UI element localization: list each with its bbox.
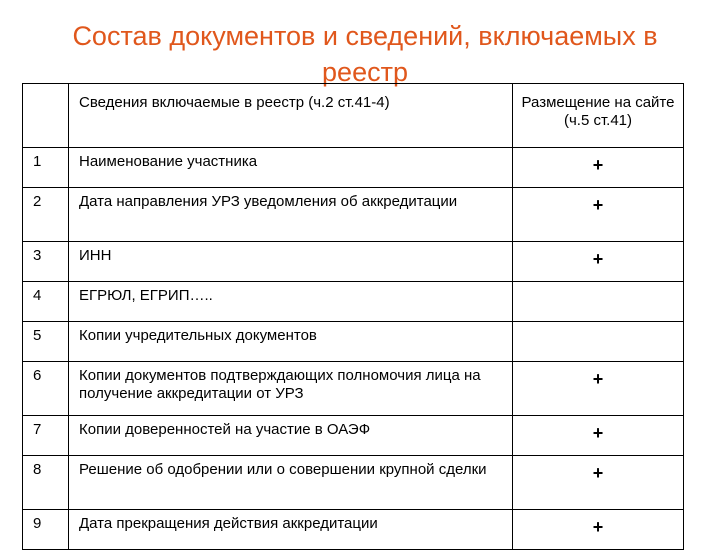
table-row bbox=[23, 322, 684, 362]
table-row bbox=[23, 148, 684, 188]
page-title: Состав документов и сведений, включаемых в реестр bbox=[72, 21, 658, 87]
row-info: Решение об одобрении или о совершении крупной сделки bbox=[69, 456, 513, 510]
row-info: Наименование участника bbox=[69, 148, 513, 188]
row-site-mark: + bbox=[513, 242, 684, 282]
row-site-mark: + bbox=[513, 510, 684, 550]
table-row bbox=[23, 282, 684, 322]
row-info: Копии документов подтверждающих полномочия лица на получение аккредитации от УРЗ bbox=[69, 362, 513, 416]
row-info: Дата направления УРЗ уведомления об аккредитации bbox=[69, 188, 513, 242]
row-info: ЕГРЮЛ, ЕГРИП….. bbox=[69, 282, 513, 322]
row-number: 9 bbox=[23, 510, 69, 550]
row-info: Копии доверенностей на участие в ОАЭФ bbox=[69, 416, 513, 456]
table-row bbox=[23, 242, 684, 282]
row-site-mark: + bbox=[513, 188, 684, 242]
row-number: 7 bbox=[23, 416, 69, 456]
table-row bbox=[23, 456, 684, 510]
row-info: ИНН bbox=[69, 242, 513, 282]
table-header-row bbox=[23, 84, 684, 148]
row-site-mark: + bbox=[513, 148, 684, 188]
table-row bbox=[23, 362, 684, 416]
row-site-mark bbox=[513, 282, 684, 322]
row-number: 4 bbox=[23, 282, 69, 322]
row-info: Копии учредительных документов bbox=[69, 322, 513, 362]
row-number: 6 bbox=[23, 362, 69, 416]
header-site: Размещение на сайте (ч.5 ст.41) bbox=[513, 84, 684, 148]
row-site-mark: + bbox=[513, 416, 684, 456]
table-row bbox=[23, 188, 684, 242]
header-info: Сведения включаемые в реестр (ч.2 ст.41-4) bbox=[69, 84, 513, 148]
row-number: 3 bbox=[23, 242, 69, 282]
table-row bbox=[23, 510, 684, 550]
row-number: 1 bbox=[23, 148, 69, 188]
row-info: Дата прекращения действия аккредитации bbox=[69, 510, 513, 550]
table-row bbox=[23, 416, 684, 456]
row-number: 8 bbox=[23, 456, 69, 510]
row-number: 2 bbox=[23, 188, 69, 242]
row-site-mark: + bbox=[513, 362, 684, 416]
registry-table bbox=[22, 83, 684, 550]
row-number: 5 bbox=[23, 322, 69, 362]
row-site-mark: + bbox=[513, 456, 684, 510]
row-site-mark bbox=[513, 322, 684, 362]
header-num bbox=[23, 84, 69, 148]
